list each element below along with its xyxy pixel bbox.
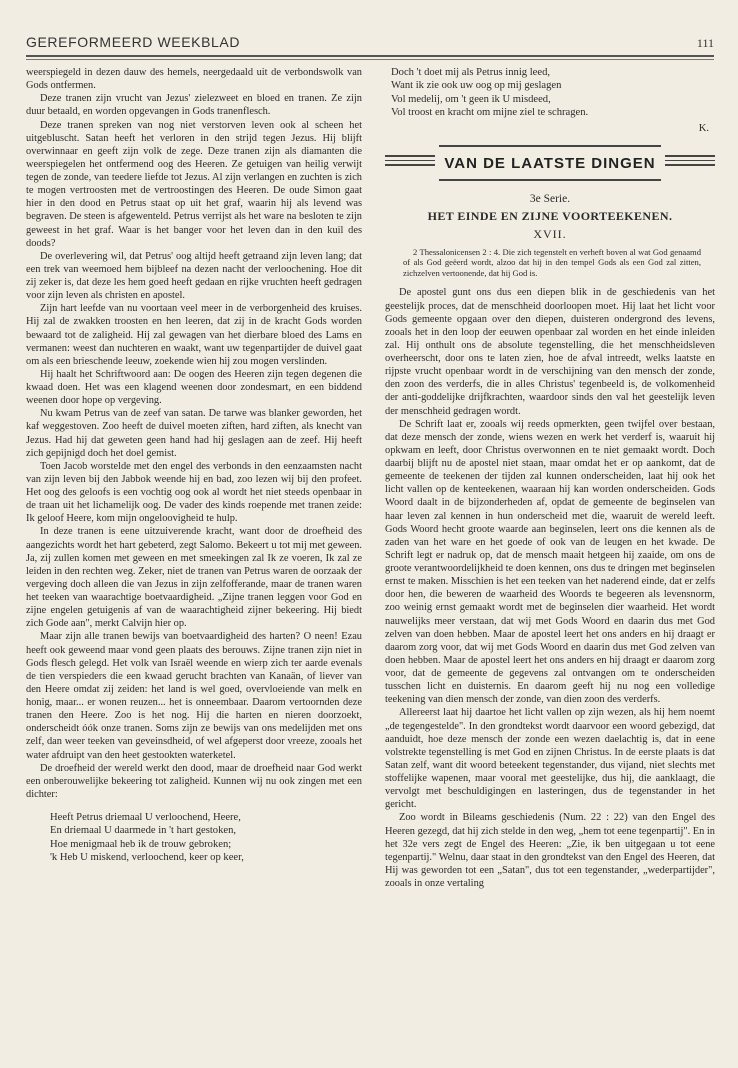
paragraph: De droefheid der wereld werkt den dood, maar de droefheid naar God werkt een onberouwelijke bekeering tot zaligheid. Kunnen wij nu ook zingen met een dichter: bbox=[26, 762, 362, 800]
paragraph: Maar zijn alle tranen bewijs van boetvaardigheid des harten? O neen! Ezau heeft ook geweend maar vond geen plaats des berouws. Zijne tranen zijn niet in Gods flesch gelegd. Het volk van Israël weende en wierp zich ter aarde evenals de tien verspieders die een kwaad gerucht brachten van Kanaän, of liever van den Heere omdat zij zeiden: het land is wel goed, overvloeiende van melk en honig, maar... er wonen reuzen... het is onneembaar. Daarom vertoornden deze tranen den Heere. Zoo is het nog. Hij die harten en nieren doorzoekt, onderscheidt óók onze tranen. Soms zijn ze bewijs van ons medelijden met ons zelf, dan weer teeken van geveinsdheid, of wel afgeperst door vreeze, zooals het water afdruipt van den heet gestookten waterketel. bbox=[26, 631, 362, 761]
publication-title: GEREFORMEERD WEEKBLAD bbox=[26, 34, 241, 50]
heading-ornament-left bbox=[385, 155, 435, 169]
paragraph: Zijn hart leefde van nu voortaan veel meer in de verborgenheid des kruises. Hij zal de zwakken troosten en hen leeren, dat zij in de kracht Gods worden bewaard tot de zaligheid. Hij zal gewagen van het dierbare bloed des Lams en vermanen: weest dan nuchteren en waakt, want uw tegenpartijder de duivel gaat om als een brieschende leeuw, zoekende wien hij zou mogen verslinden. bbox=[26, 303, 362, 367]
heading-ornament-right bbox=[665, 155, 715, 169]
poem-line: En driemaal U daarmede in 't hart gestoken, bbox=[50, 825, 237, 837]
right-column bbox=[385, 66, 715, 890]
series-label: 3e Serie. bbox=[529, 193, 571, 206]
poem-line: Doch 't doet mij als Petrus innig leed, bbox=[391, 67, 551, 78]
poem bbox=[50, 811, 362, 864]
paragraph: In deze tranen is eene uitzuiverende kracht, want door de droefheid des aangezichts wordt het hart gebeterd, zegt Salomo. Bekeert u tot mij met geween. Ja, zij zullen komen met geween en met smeekingen zal Ik ze voeren, Ik zal ze leiden in den rechten weg. Zeker, niet de tranen van Petrus waren de oorzaak der vergeving doch alleen die van Jezus in zijn zelfofferande, maar de tranen waren het teeken van waarachtige boetvaardigheid. „Zijne tranen leggen voor God en zijne engelen getuigenis af van de waarachtigheid zijner bekeering. Hij biedt zich Gode aan", merkt Calvijn hier op. bbox=[26, 526, 362, 630]
paragraph: Zoo wordt in Bileams geschiedenis (Num. 22 : 22) van den Engel des Heeren gezegd, dat hij zich stelde in den weg, „hem tot eene tegenpartij". En in het 32e vers zegt de Engel des Heeren: „Zie, ik ben uitgegaan u tot eene tegenpartij." Welnu, daar staat in den grondtekst van den Engel des Heeren, dat Hij was geworden tot een „Satan", dus tot een tegenstander, „wederpartijder", zooals in onze vertaling bbox=[385, 812, 715, 890]
article-title: HET EINDE EN ZIJNE VOORTEEKENEN. bbox=[427, 209, 673, 224]
page-number: 111 bbox=[696, 36, 714, 50]
paragraph: Hij haalt het Schriftwoord aan: De oogen des Heeren zijn tegen degenen die kwaad doen. Het was een klagend weenen door zondesmart, en een biddend weenen door hope op vergeving. bbox=[26, 368, 362, 407]
poem-continued bbox=[391, 66, 715, 119]
header-rule-thin bbox=[26, 59, 714, 60]
paragraph: De Schrift laat er, zooals wij reeds opmerkten, geen twijfel over bestaan, dat deze mensch der zonde, wiens wezen en werk het verderf is, waaruit hij opkwam en leeft, door Christus overwonnen en te niet gemaakt wordt. Doch daarbij blijft nu de apostel niet staan, maar omdat het er op aankomt, dat de gemeente de teekenen der tijden zal kunnen onderscheiden, laat hij ook het licht vallen op de kenteekenen, waaraan hij kan worden onderscheiden. Gods Woord daalt in de bijzonderheden af, opdat de gemeente de beginselen van haar leven zal kennen in hun onderscheid met die, waaruit de wereld leeft. Gods Woord hecht groote waarde aan beginselen, leert ons die kennen als de zaden van het ware en het goede of ook van de leugen en het kwade. De Schrift legt er nadruk op, dat de mensch maait hetgeen hij zaaide, om ons de groote verantwoordelijkheid te doen kennen, ons dus te dringen met beginselen ernst te maken. Misschien is het een teeken van het naderend einde, dat er zelfs door hen, die beweren de waarheid des Woords te begeeren als levensnorm, zoo weinig ernst gemaakt wordt met de beginselen dier waarheid. Het wordt nauwelijks meer verstaan, dat wij met Gods Woord en daarin dus met God zelven van doen hebben. Maar de apostel leert het ons anders en hij draagt er daarom zorg voor, dat wij met Gods Woord en daarin dus met God zelven van doen hebben. Maar de apostel leert het ons anders en hij draagt er daarom zorg voor, dat de gemeente de gegevens zal ontvangen om te onderscheiden tusschen licht en duisternis. En daarom geeft hij nu nog een volledige teekening van dien mensch der zonde, van dien zoon des verderfs. bbox=[385, 418, 715, 706]
paragraph: De apostel gunt ons dus een diepen blik in de geschiedenis van het geestelijk proces, dat de menschheid doorloopen moet. Hij laat het licht voor Gods gemeente opgaan over den diepen, duisteren ondergrond des levens, zooals het in den loop der eeuwen openbaar zal worden en het einde inleiden zal. Hij onthult ons de absolute tegenstelling, die het menschheidsleven overheerscht, door ons te laten zien, hoe de afval intreedt, welks laatste en rijpste vrucht openbaar wordt in de verschijning van den mensch der zonde, den zoon des verderfs, die in alles Christus' tegenbeeld is, de volkomenheid der anti-goddelijke drijfkrachten, waardoor sinds den val het geestelijk leven der menschheid gedragen wordt. bbox=[385, 287, 715, 417]
poem-line: 'k Heb U miskend, verloochend, keer op keer, bbox=[50, 851, 244, 863]
poem-line: Vol medelij, om 't geen ik U misdeed, bbox=[391, 93, 551, 105]
poem-line: Hoe menigmaal heb ik de trouw gebroken; bbox=[50, 838, 232, 850]
poem-line: Heeft Petrus driemaal U verloochend, Heere, bbox=[50, 812, 241, 823]
page-header bbox=[26, 34, 714, 54]
author-signature: K. bbox=[698, 123, 709, 135]
left-column bbox=[26, 66, 362, 864]
paragraph: Allereerst laat hij daartoe het licht vallen op zijn wezen, als hij hem noemt „de tegengestelde". In den grondtekst wordt daarvoor een woord gebezigd, dat aanduidt, hoe deze mensch der zonde een wezen daelachtig is, dat in eene volstrekte tegenstelling is met God en zijnen Christus. In de eerste plaats is dat Satan zelf, want dit woord beteekent tegenstander, dus vijand, niet slechts met stoffelijke wapenen, maar vooral met geestelijke, dus hij, die aanklaagt, die vervolgt met beschuldigingen en lasteringen, dus de tegenstander in het gericht. bbox=[385, 707, 715, 811]
paragraph: Nu kwam Petrus van de zeef van satan. De tarwe was blanker geworden, het kaf weggestoven. Zoo heeft de duivel moeten ziften, hard ziften, als knecht van Jezus. Had hij dat geweten geen hand had hij geslagen aan de zeef. Hij heeft zich gepijnigd doch het doel gemist. bbox=[26, 408, 362, 459]
section-title-box bbox=[439, 145, 661, 181]
paragraph: De overlevering wil, dat Petrus' oog altijd heeft getraand zijn leven lang; dat een trek van weemoed hem bijbleef na dezen nacht der verloochening. Hoe dit zij zeker is, dat deze les hem goed heeft gedaan en rijke vruchten heeft gedragen voor zijn leven als christen en apostel. bbox=[26, 250, 362, 302]
header-rule bbox=[26, 55, 714, 57]
article-number: XVII. bbox=[533, 226, 567, 241]
paragraph: Deze tranen spreken van nog niet verstorven leven ook al scheen het uitgebluscht. Satan heeft het verloren in den strijd tegen Jezus. Hij blijft overwinnaar en geeft zijn volk de zege. Deze tranen zijn als diamanten die weerspiegelen het ontfermend oog des Heeren. Ze getuigen van heilig verwijt tegen de zonde, van teedere liefde tot Jezus. Al zijn verlangen en zuchten is zich te mogen vertroosten met de vertroostingen des Heeren. De oude Simon gaat hier in den dood en Petrus staat op uit het graf, waarin hij als levend was begraven. De steen is afgewenteld. Petrus verrijst als het ware na besloten te zijn geweest in het graf. Waar is het banger voor het leven dan in den kuil des doods? bbox=[26, 119, 362, 249]
poem-line: Vol troost en kracht om mijne ziel te schragen. bbox=[391, 106, 589, 118]
paragraph: weerspiegeld in dezen dauw des hemels, neergedaald uit de verbondswolk van Gods ontfermen. bbox=[26, 67, 362, 92]
scripture-quote: 2 Thessalonicensen 2 : 4. Die zich tegenstelt en verheft boven al wat God genaamd of als God geëerd wordt, alzoo dat hij in den tempel Gods als een God zal zitten, zichzelven vertoonende, dat hij God is. bbox=[403, 246, 701, 278]
paragraph: Deze tranen zijn vrucht van Jezus' zielezweet en bloed en tranen. Ze zijn duur betaald, en worden opgevangen in Gods tranenflesch. bbox=[26, 93, 362, 118]
section-title: VAN DE LAATSTE DINGEN bbox=[444, 154, 656, 172]
section-heading bbox=[385, 143, 715, 183]
paragraph: Toen Jacob worstelde met den engel des verbonds in den eenzaamsten nacht van zijn leven bij den Jabbok weende hij en bad, zoo lezen wij bij den profeet. Het oog des geloofs is een vochtig oog ook al wordt het niet steeds openbaar in de traan uit het lichamelijk oog. De vader des kinds roepende met tranen zeide: Ik geloof Heere, kom mijn ongeloovigheid te hulp. bbox=[26, 460, 362, 525]
poem-line: Want ik zie ook uw oog op mij geslagen bbox=[391, 80, 562, 92]
